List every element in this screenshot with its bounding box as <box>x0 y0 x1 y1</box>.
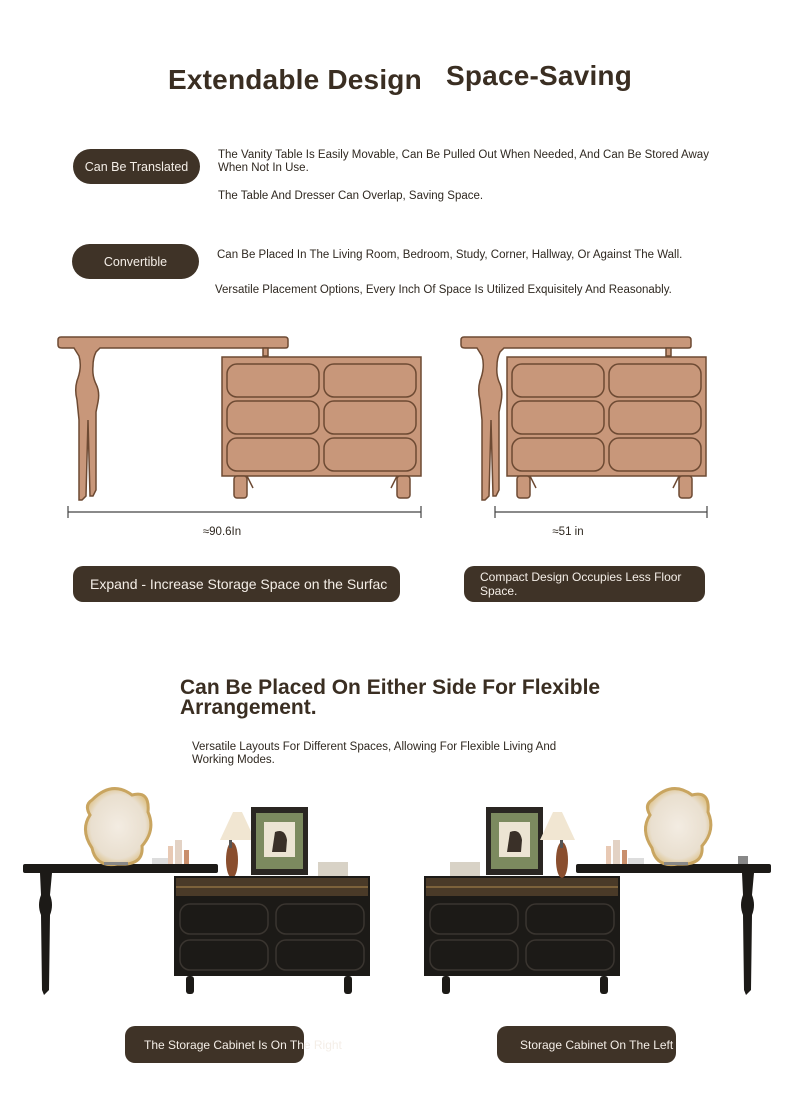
left-set-lamp-icon <box>220 812 255 878</box>
caption-compact-text: Compact Design Occupies Less Floor Space. <box>480 570 682 598</box>
dimension-compact: ≈51 in <box>552 526 584 538</box>
left-set-mirror-icon <box>85 789 150 865</box>
heading-space-saving: Space-Saving <box>446 60 633 91</box>
section-title-either-side: Can Be Placed On Either Side For Flexible Arrangement. <box>180 676 601 719</box>
dimension-expanded: ≈90.6In <box>202 526 242 538</box>
left-set-picture-frame <box>251 807 308 875</box>
left-set-cabinet <box>174 862 370 994</box>
caption-cabinet-left-text: Storage Cabinet On The Left <box>520 1037 674 1052</box>
section-subtitle: Versatile Layouts For Different Spaces, Allowing For Flexible Living And Working Modes. <box>192 741 557 766</box>
label-convertible-text: Convertible <box>103 254 168 269</box>
right-set-mirror-icon <box>645 789 710 865</box>
caption-cabinet-right <box>125 1026 342 1063</box>
feature-translated-desc-2: The Table And Dresser Can Overlap, Saving Space. <box>218 190 484 202</box>
left-set-cosmetics <box>152 840 189 864</box>
caption-cabinet-left <box>497 1026 676 1063</box>
caption-cabinet-right-text: The Storage Cabinet Is On The Right <box>144 1037 342 1052</box>
feature-translated-desc-1: The Vanity Table Is Easily Movable, Can Be Pulled Out When Needed, And Can Be Stored Away When Not In Use. <box>218 149 709 174</box>
feature-convertible-desc-1: Can Be Placed In The Living Room, Bedroom, Study, Corner, Hallway, Or Against The Wall. <box>217 249 683 261</box>
feature-convertible-desc-2: Versatile Placement Options, Every Inch Of Space Is Utilized Exquisitely And Reasonably. <box>215 284 672 296</box>
heading-extendable-design: Extendable Design <box>168 64 422 95</box>
right-set-picture-frame <box>486 807 543 875</box>
right-set-cabinet <box>424 862 620 994</box>
label-can-be-translated-text: Can Be Translated <box>84 159 189 174</box>
right-set-lamp-icon <box>540 812 575 878</box>
caption-expand-text: Expand - Increase Storage Space on the Surfac <box>90 576 388 592</box>
